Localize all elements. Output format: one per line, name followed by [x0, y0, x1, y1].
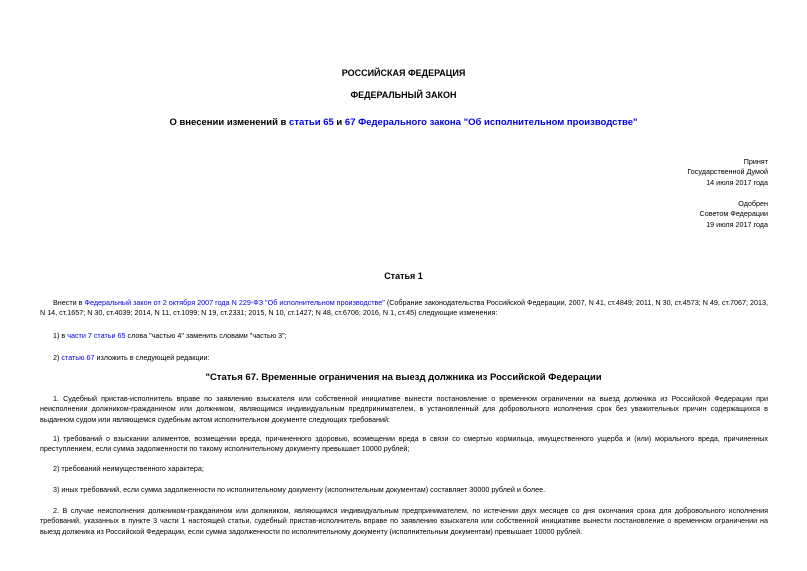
article-1-intro	[40, 298, 768, 319]
federal-law-link[interactable]: Федеральный закон от 2 октября 2007 года N 229-ФЗ "Об исполнительном производстве"	[84, 298, 385, 307]
law-title	[0, 117, 807, 128]
approved-line: Советом Федерации	[699, 209, 768, 219]
article-67-paragraph: 3) иных требований, если сумма задолженности по исполнительному документу (исполнительным документам) составляет 30000 рублей и более.	[53, 485, 546, 494]
approved-date: 19 июля 2017 года	[706, 219, 768, 229]
intro-suffix: (Собрание законодательства Российской Федерации, 2007, N 41, ст.4849; 2011, N 30, ст.4573; N 49, ст.7067; 2013, N 14, ст.1657; N 30, ст.4039; 2014, N 11, ст.1099; N 19, ст.2331; 2015, N 10, ст.1427; N 48, ст.6706; 2016, N 1, ст.45) следующие изменения:	[40, 298, 768, 318]
article-1-item-2	[40, 353, 768, 363]
item-1-suffix: слова "частью 4" заменить словами "частью 3";	[125, 331, 287, 340]
law-title-and: и	[333, 117, 345, 128]
item-2-prefix: 2)	[53, 353, 62, 362]
article-67-law-link[interactable]: 67 Федерального закона "Об исполнительном производстве"	[344, 117, 638, 128]
article-67-link[interactable]: статью 67	[61, 353, 95, 362]
accepted-block	[687, 157, 768, 188]
article-65-link[interactable]: статьи 65	[289, 117, 334, 128]
article-67-paragraph: 2) требований неимущественного характера;	[53, 464, 204, 473]
item-2-suffix: изложить в следующей редакции:	[94, 353, 210, 362]
article-67-paragraph: 2. В случае неисполнения должником-гражданином или должником, являющимся индивидуальным предпринимателем, по истечении двух месяцев со дня окончания срока для добровольного исполнения требований, указанных в пункте 3 части 1 настоящей статьи, судебный пристав-исполнитель вправе по заявлению взыскателя или собственной инициативе вынести постановление о временном ограничении на выезд должника из Российской Федерации, если сумма задолженности по исполнительному документу (исполнительным документам) превышает 10000 рублей.	[40, 506, 768, 536]
accepted-line: Принят	[743, 157, 768, 166]
article-67-paragraph: 1. Судебный пристав-исполнитель вправе по заявлению взыскателя или собственной инициативе вынести постановление о временном ограничении на выезд должника из Российской Федерации при неисполнении должником-гражданином или должником, являющимся индивидуальным предпринимателем, в установленный для добровольного исполнения срок без уважительных причин содержащихся в выданном судом или являющемся судебным актом исполнительном документе следующих требований:	[40, 394, 768, 424]
article-1-item-1	[40, 331, 768, 341]
article-1-title: Статья 1	[384, 271, 423, 281]
accepted-line: Государственной Думой	[687, 167, 768, 177]
law-title-prefix: О внесении изменений в	[169, 117, 290, 128]
federation-heading: РОССИЙСКАЯ ФЕДЕРАЦИЯ	[341, 68, 466, 78]
article-67-paragraph: 1) требований о взыскании алиментов, возмещении вреда, причиненного здоровью, возмещении вреда в связи со смертью кормильца, имущественного ущерба и (или) морального вреда, причиненных преступлением, если сумма задолженности по такому исполнительному документу превышает 10000 рублей;	[40, 434, 768, 454]
law-type-heading: ФЕДЕРАЛЬНЫЙ ЗАКОН	[350, 90, 457, 100]
part-7-article-65-link[interactable]: части 7 статьи 65	[67, 331, 126, 340]
accepted-date: 14 июля 2017 года	[706, 177, 768, 187]
intro-prefix: Внести в	[53, 298, 85, 307]
approved-block	[700, 199, 768, 230]
approved-line: Одобрен	[738, 199, 768, 208]
item-1-prefix: 1) в	[53, 331, 68, 340]
article-67-title: "Статья 67. Временные ограничения на выезд должника из Российской Федерации	[205, 372, 602, 383]
